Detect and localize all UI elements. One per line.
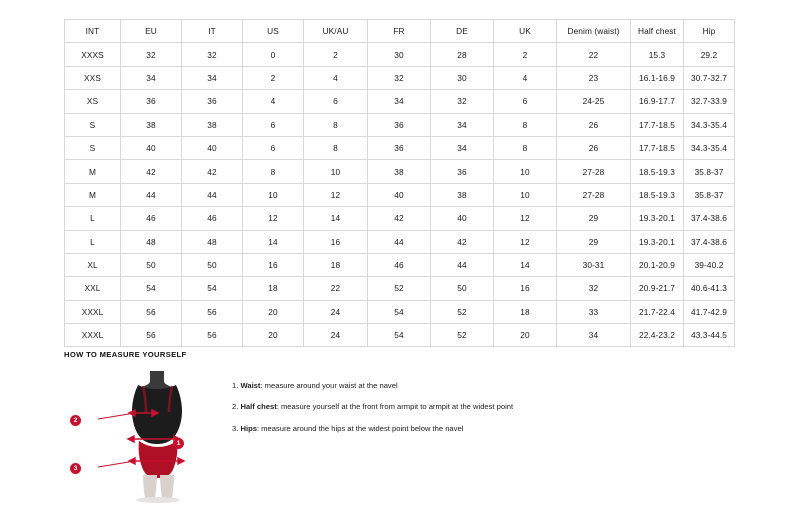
cell: 19.3-20.1 (631, 207, 684, 230)
cell: 43.3-44.5 (684, 324, 735, 347)
cell: 32 (121, 43, 182, 66)
cell: 40 (431, 207, 494, 230)
measure-step-hips (232, 424, 744, 434)
cell: 37.4-38.6 (684, 230, 735, 253)
cell: 12 (243, 207, 304, 230)
bullet-3-hips: 3 (70, 463, 81, 474)
cell: 50 (121, 253, 182, 276)
cell: 22 (557, 43, 631, 66)
step-term: Hips (240, 423, 257, 433)
cell: 48 (182, 230, 243, 253)
cell: 56 (182, 300, 243, 323)
column-header: US (243, 20, 304, 43)
cell: 50 (431, 277, 494, 300)
cell: L (65, 207, 121, 230)
cell: 20.1-20.9 (631, 253, 684, 276)
cell: 30.7-32.7 (684, 66, 735, 89)
cell: 24 (304, 300, 368, 323)
cell: 8 (304, 136, 368, 159)
cell: 46 (182, 207, 243, 230)
table-row (65, 300, 735, 323)
cell: 12 (494, 230, 557, 253)
table-row (65, 113, 735, 136)
cell: 20 (243, 300, 304, 323)
cell: 18 (243, 277, 304, 300)
cell: 29 (557, 230, 631, 253)
cell: 24-25 (557, 90, 631, 113)
cell: 26 (557, 136, 631, 159)
column-header: INT (65, 20, 121, 43)
measure-instructions (232, 369, 744, 445)
measure-step-waist (232, 381, 744, 391)
cell: 32 (368, 66, 431, 89)
cell: 44 (121, 183, 182, 206)
cell: 17.7-18.5 (631, 113, 684, 136)
cell: 54 (121, 277, 182, 300)
cell: 14 (494, 253, 557, 276)
cell: 16.9-17.7 (631, 90, 684, 113)
cell: 12 (494, 207, 557, 230)
cell: 38 (431, 183, 494, 206)
table-row (65, 43, 735, 66)
cell: 4 (304, 66, 368, 89)
cell: 17.7-18.5 (631, 136, 684, 159)
bullet-2-half-chest: 2 (70, 415, 81, 426)
cell: 2 (243, 66, 304, 89)
step-term: Half chest (240, 402, 277, 412)
mannequin-illustration (73, 369, 218, 504)
cell: 26 (557, 113, 631, 136)
cell: 38 (182, 113, 243, 136)
cell: 29.2 (684, 43, 735, 66)
cell: 8 (494, 113, 557, 136)
cell: 15.3 (631, 43, 684, 66)
cell: 50 (182, 253, 243, 276)
cell: 16 (243, 253, 304, 276)
step-term: Waist (240, 381, 261, 390)
table-row (65, 90, 735, 113)
column-header: DE (431, 20, 494, 43)
step-number: 1. (232, 381, 239, 390)
female-torso-diagram (98, 369, 218, 504)
cell: 42 (368, 207, 431, 230)
step-text: : measure around the hips at the widest point below the navel (256, 423, 464, 433)
cell: 35.8-37 (684, 160, 735, 183)
cell: 21.7-22.4 (631, 300, 684, 323)
cell: 40 (368, 183, 431, 206)
cell: 41.7-42.9 (684, 300, 735, 323)
cell: 0 (243, 43, 304, 66)
cell: 22.4-23.2 (631, 324, 684, 347)
cell: XS (65, 90, 121, 113)
cell: 44 (431, 253, 494, 276)
cell: 20.9-21.7 (631, 277, 684, 300)
cell: 56 (182, 324, 243, 347)
cell: S (65, 136, 121, 159)
table-row (65, 136, 735, 159)
cell: M (65, 160, 121, 183)
cell: 40 (121, 136, 182, 159)
cell: 42 (182, 160, 243, 183)
cell: 34 (431, 113, 494, 136)
cell: 18.5-19.3 (631, 183, 684, 206)
cell: 16 (304, 230, 368, 253)
cell: 18 (304, 253, 368, 276)
cell: 46 (121, 207, 182, 230)
cell: 19.3-20.1 (631, 230, 684, 253)
step-number: 2. (232, 402, 239, 412)
table-row (65, 207, 735, 230)
cell: 20 (243, 324, 304, 347)
step-text: : measure around your waist at the navel (260, 381, 398, 390)
cell: 6 (243, 113, 304, 136)
measure-body (64, 369, 744, 504)
cell: 6 (494, 90, 557, 113)
how-to-measure-section (64, 350, 744, 504)
size-conversion-table (64, 19, 735, 347)
cell: 40 (182, 136, 243, 159)
cell: 22 (304, 277, 368, 300)
cell: 30-31 (557, 253, 631, 276)
cell: XXS (65, 66, 121, 89)
cell: 30 (431, 66, 494, 89)
cell: 54 (182, 277, 243, 300)
cell: 10 (494, 160, 557, 183)
cell: XXXL (65, 300, 121, 323)
table-row (65, 277, 735, 300)
table-row (65, 183, 735, 206)
cell: 20 (494, 324, 557, 347)
cell: L (65, 230, 121, 253)
cell: XL (65, 253, 121, 276)
column-header: Half chest (631, 20, 684, 43)
cell: 24 (304, 324, 368, 347)
cell: 8 (494, 136, 557, 159)
cell: 40.6-41.3 (684, 277, 735, 300)
column-header: FR (368, 20, 431, 43)
table-row (65, 160, 735, 183)
measure-step-half-chest (232, 402, 744, 412)
cell: 4 (494, 66, 557, 89)
cell: 34 (182, 66, 243, 89)
cell: XXXL (65, 324, 121, 347)
cell: 36 (368, 136, 431, 159)
cell: 14 (243, 230, 304, 253)
step-text: : measure yourself at the front from armpit to armpit at the widest point (276, 402, 514, 412)
column-header: IT (182, 20, 243, 43)
cell: 54 (368, 324, 431, 347)
section-title: HOW TO MEASURE YOURSELF (64, 350, 187, 359)
cell: 36 (182, 90, 243, 113)
cell: 52 (431, 300, 494, 323)
cell: 56 (121, 324, 182, 347)
cell: 34 (557, 324, 631, 347)
cell: 6 (243, 136, 304, 159)
size-table-container (64, 19, 734, 347)
cell: 36 (431, 160, 494, 183)
cell: 32.7-33.9 (684, 90, 735, 113)
cell: S (65, 113, 121, 136)
cell: 27-28 (557, 183, 631, 206)
cell: 44 (368, 230, 431, 253)
cell: XXXS (65, 43, 121, 66)
cell: 16.1-16.9 (631, 66, 684, 89)
cell: 23 (557, 66, 631, 89)
cell: 34 (431, 136, 494, 159)
cell: 37.4-38.6 (684, 207, 735, 230)
cell: M (65, 183, 121, 206)
cell: 2 (494, 43, 557, 66)
column-header: UK (494, 20, 557, 43)
cell: 34 (121, 66, 182, 89)
cell: 46 (368, 253, 431, 276)
cell: 8 (243, 160, 304, 183)
cell: 2 (304, 43, 368, 66)
table-row (65, 324, 735, 347)
column-header: EU (121, 20, 182, 43)
cell: 10 (304, 160, 368, 183)
cell: 16 (494, 277, 557, 300)
cell: 36 (368, 113, 431, 136)
cell: 54 (368, 300, 431, 323)
cell: 18.5-19.3 (631, 160, 684, 183)
cell: 12 (304, 183, 368, 206)
cell: 32 (431, 90, 494, 113)
cell: 44 (182, 183, 243, 206)
cell: 52 (368, 277, 431, 300)
cell: 10 (243, 183, 304, 206)
step-number: 3. (232, 423, 239, 433)
cell: 4 (243, 90, 304, 113)
cell: 39-40.2 (684, 253, 735, 276)
cell: 48 (121, 230, 182, 253)
cell: 42 (121, 160, 182, 183)
cell: 10 (494, 183, 557, 206)
cell: 32 (182, 43, 243, 66)
cell: XXL (65, 277, 121, 300)
column-header: UK/AU (304, 20, 368, 43)
cell: 34.3-35.4 (684, 113, 735, 136)
cell: 27-28 (557, 160, 631, 183)
cell: 28 (431, 43, 494, 66)
cell: 33 (557, 300, 631, 323)
cell: 38 (121, 113, 182, 136)
cell: 52 (431, 324, 494, 347)
cell: 8 (304, 113, 368, 136)
column-header: Denim (waist) (557, 20, 631, 43)
cell: 38 (368, 160, 431, 183)
cell: 18 (494, 300, 557, 323)
bullet-1-waist: 1 (173, 438, 184, 449)
table-row (65, 253, 735, 276)
cell: 30 (368, 43, 431, 66)
column-header: Hip (684, 20, 735, 43)
cell: 14 (304, 207, 368, 230)
cell: 29 (557, 207, 631, 230)
cell: 32 (557, 277, 631, 300)
cell: 34 (368, 90, 431, 113)
table-row (65, 66, 735, 89)
cell: 42 (431, 230, 494, 253)
table-row (65, 230, 735, 253)
cell: 36 (121, 90, 182, 113)
cell: 56 (121, 300, 182, 323)
table-header-row (65, 20, 735, 43)
cell: 35.8-37 (684, 183, 735, 206)
cell: 6 (304, 90, 368, 113)
cell: 34.3-35.4 (684, 136, 735, 159)
